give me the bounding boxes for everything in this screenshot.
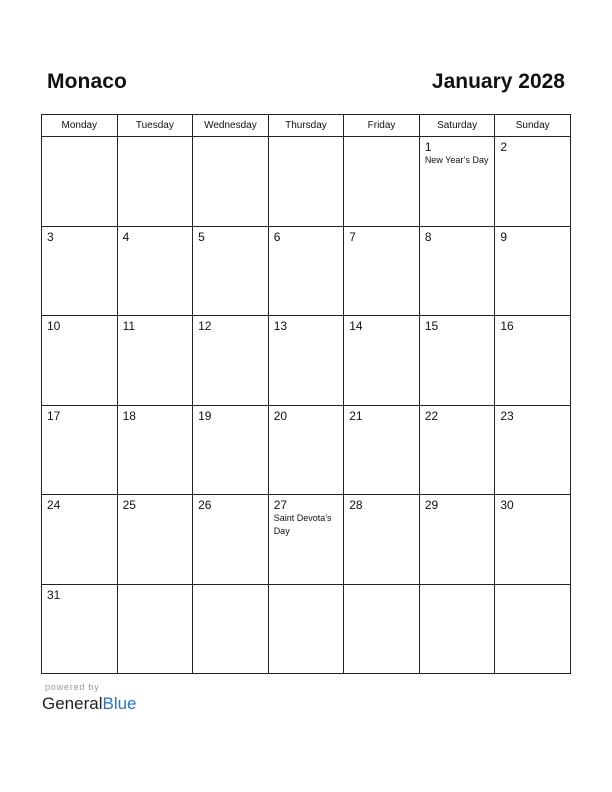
day-number: 2 — [500, 140, 508, 154]
day-cell — [495, 584, 571, 674]
day-number — [269, 137, 344, 140]
day-cell — [42, 316, 118, 406]
day-cell — [117, 405, 193, 495]
day-number: 8 — [424, 229, 432, 244]
day-cell — [117, 137, 193, 227]
day-number: 13 — [273, 319, 288, 333]
day-number: 28 — [349, 498, 363, 512]
day-number: 30 — [500, 498, 514, 512]
day-cell — [495, 316, 571, 406]
day-cell — [193, 226, 269, 316]
day-cell — [419, 495, 495, 585]
day-cell — [344, 584, 420, 674]
day-number: 17 — [47, 408, 61, 423]
weekday-header: Monday — [42, 115, 118, 137]
day-cell — [193, 584, 269, 674]
day-cell — [193, 316, 269, 406]
day-number — [193, 585, 268, 588]
day-cell — [117, 226, 193, 316]
day-cell — [419, 226, 495, 316]
calendar-grid — [41, 114, 571, 674]
day-cell — [495, 405, 571, 495]
day-number: 12 — [198, 319, 212, 333]
day-number: 26 — [198, 498, 212, 512]
powered-by-text: powered by — [45, 682, 100, 692]
day-cell — [419, 584, 495, 674]
day-number: 24 — [47, 498, 61, 512]
day-cell — [495, 137, 571, 227]
day-cell — [268, 584, 344, 674]
day-cell — [42, 405, 118, 495]
weekday-header: Thursday — [268, 115, 344, 137]
day-number: 22 — [424, 408, 439, 423]
day-cell — [42, 226, 118, 316]
week-row — [42, 405, 571, 495]
day-cell — [344, 495, 420, 585]
day-number: 15 — [424, 319, 439, 333]
day-number: 27 — [273, 498, 288, 512]
day-cell — [268, 405, 344, 495]
holiday-label: Saint Devota’s Day — [273, 513, 332, 536]
day-number: 6 — [273, 229, 281, 244]
day-number: 21 — [349, 408, 363, 423]
day-number: 20 — [273, 408, 288, 423]
day-cell — [344, 226, 420, 316]
day-cell — [117, 495, 193, 585]
day-cell — [117, 584, 193, 674]
day-number: 11 — [122, 319, 136, 333]
day-number — [344, 585, 419, 588]
day-number: 4 — [122, 229, 130, 244]
day-cell — [419, 137, 495, 227]
day-number: 16 — [500, 319, 514, 333]
day-number: 25 — [122, 498, 136, 512]
day-number: 31 — [47, 587, 61, 602]
day-number: 9 — [500, 229, 508, 244]
day-cell — [268, 226, 344, 316]
day-number: 1 — [424, 140, 432, 154]
day-number: 14 — [349, 319, 363, 333]
week-row — [42, 137, 571, 227]
day-number: 5 — [198, 229, 205, 244]
brand-blue-text: Blue — [102, 694, 137, 713]
day-number — [269, 585, 344, 588]
day-number — [193, 137, 268, 140]
day-number — [118, 137, 193, 140]
day-cell — [344, 137, 420, 227]
day-cell — [268, 495, 344, 585]
day-cell — [42, 584, 118, 674]
day-cell — [419, 405, 495, 495]
country-title: Monaco — [47, 70, 127, 93]
day-cell — [193, 137, 269, 227]
day-cell — [193, 405, 269, 495]
day-number: 7 — [349, 229, 356, 244]
weekday-header: Sunday — [495, 115, 571, 137]
day-number: 18 — [122, 408, 136, 423]
calendar-body — [42, 137, 571, 674]
day-cell — [419, 316, 495, 406]
day-cell — [42, 137, 118, 227]
generalblue-logo — [42, 694, 137, 714]
day-number: 23 — [500, 408, 514, 423]
day-number — [42, 137, 117, 140]
day-cell — [268, 316, 344, 406]
day-cell — [495, 226, 571, 316]
day-cell — [117, 316, 193, 406]
day-number: 10 — [47, 319, 61, 333]
week-row — [42, 226, 571, 316]
weekday-header: Tuesday — [117, 115, 193, 137]
weekday-header: Friday — [344, 115, 420, 137]
day-cell — [344, 405, 420, 495]
day-number — [420, 585, 495, 588]
weekday-header: Saturday — [419, 115, 495, 137]
day-cell — [495, 495, 571, 585]
weekday-header-row — [42, 115, 571, 137]
day-cell — [344, 316, 420, 406]
day-number — [344, 137, 419, 140]
day-cell — [268, 137, 344, 227]
day-number: 3 — [47, 229, 54, 244]
day-number: 29 — [424, 498, 439, 512]
week-row — [42, 584, 571, 674]
week-row — [42, 495, 571, 585]
brand-general-text: General — [42, 694, 103, 713]
weekday-header: Wednesday — [193, 115, 269, 137]
day-cell — [42, 495, 118, 585]
day-number — [495, 585, 570, 588]
week-row — [42, 316, 571, 406]
holiday-label: New Year’s Day — [424, 155, 489, 165]
day-number: 19 — [198, 408, 212, 423]
day-cell — [193, 495, 269, 585]
day-number — [118, 585, 193, 588]
month-year-title: January 2028 — [431, 70, 565, 93]
